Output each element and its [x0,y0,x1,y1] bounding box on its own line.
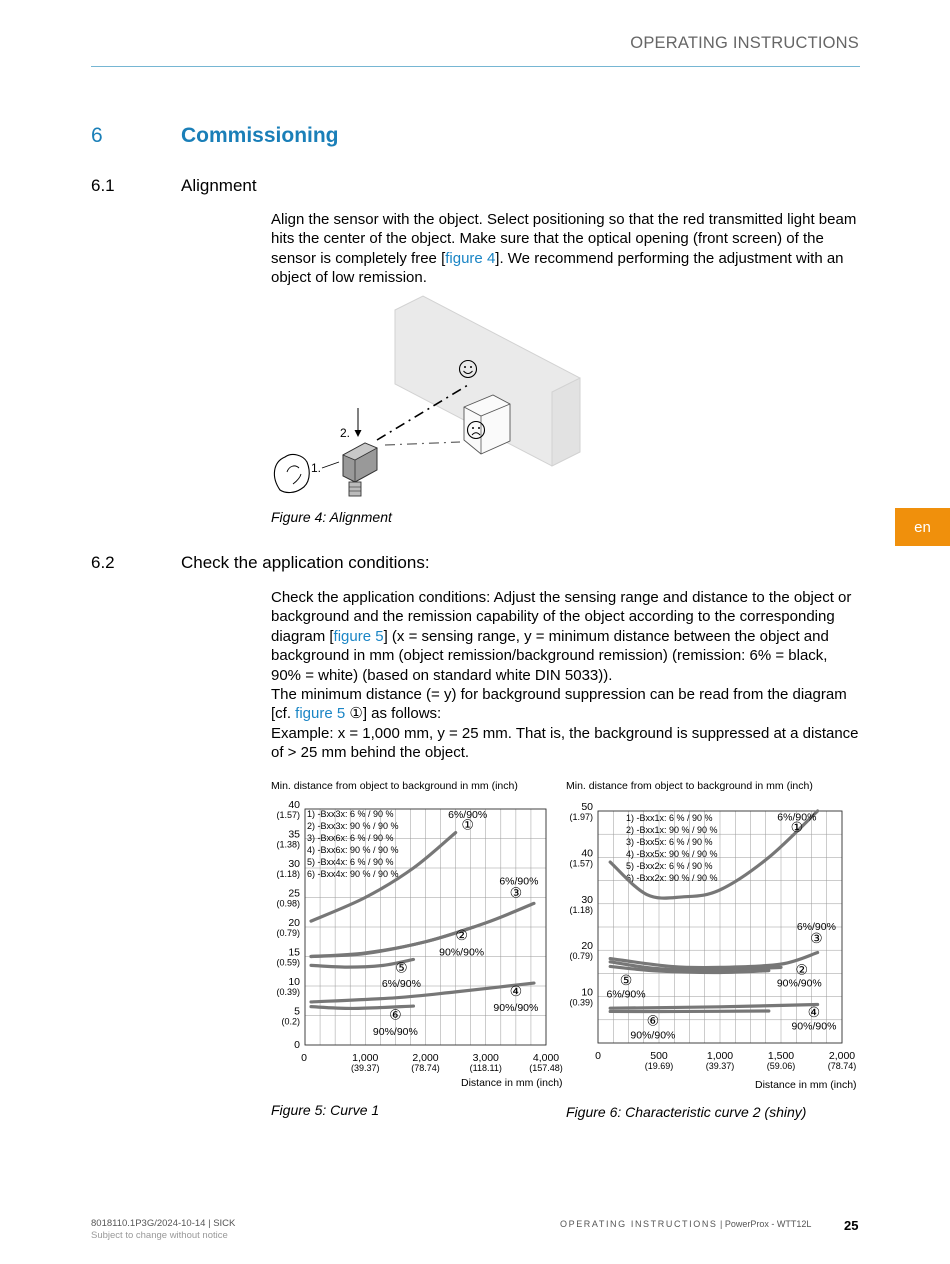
footer-doc-title: OPERATING INSTRUCTIONS | PowerProx - WTT12L [560,1219,812,1229]
figure-5-caption: Figure 5: Curve 1 [271,1102,380,1118]
x-tick-sublabel: (118.11) [469,1063,502,1073]
legend-entry: 6) -Bxx2x: 90 % / 90 % [626,873,718,883]
y-tick-label: 35 [288,828,300,841]
curve-annotation: ③ [810,930,823,947]
figure-4-link[interactable]: figure 4 [445,249,496,267]
x-tick-label: 2,000 [828,1050,856,1062]
x-tick-label: 1,500 [767,1050,795,1062]
curve-annotation: 90%/90% [493,1001,539,1014]
footer-notice: Subject to change without notice [91,1230,228,1241]
y-tick-sublabel: (0.39) [569,997,593,1008]
curve-annotation: ② [795,961,809,978]
legend-entry: 4) -Bxx5x: 90 % / 90 % [626,849,718,859]
legend-entry: 5) -Bxx2x: 6 % / 90 % [626,861,713,871]
legend-entry: 2) -Bxx1x: 90 % / 90 % [626,825,718,835]
y-tick-label: 30 [581,893,593,906]
footer-doc-id: 8018110.1P3G/2024-10-14 | SICK [91,1218,236,1229]
curve-annotation: ⑥ [646,1012,660,1029]
curve-annotation: ② [455,926,468,943]
y-tick-sublabel: (0.98) [276,898,300,909]
footer-doc-info [91,1218,235,1242]
y-tick-sublabel: (0.59) [276,957,300,968]
subsection-title-6-1: Alignment [181,176,257,195]
figure-6-caption: Figure 6: Characteristic curve 2 (shiny) [566,1104,807,1120]
header-rule [91,66,860,67]
curve-annotation: 6%/90% [499,875,539,888]
y-tick-sublabel: (1.57) [276,810,300,820]
legend-entry: 3) -Bxx6x: 6 % / 90 % [307,833,394,843]
y-tick-label: 40 [288,799,300,811]
x-tick-label: 3,000 [472,1052,499,1064]
y-tick-label: 5 [294,1005,300,1018]
language-tab[interactable]: en [895,508,950,546]
y-tick-label: 50 [581,801,593,813]
x-tick-label: 2,000 [412,1052,439,1064]
curve-annotation: ③ [509,884,523,901]
chart2-x-axis-title: Distance in mm (inch) [755,1079,857,1091]
curve-annotation: ① [461,816,474,833]
legend-entry: 2) -Bxx3x: 90 % / 90 % [307,821,399,831]
curve-annotation: 90%/90% [439,946,485,959]
x-tick-label: 0 [595,1050,601,1062]
subsection-title-6-2: Check the application conditions: [181,553,430,572]
chart-curve-1 [265,796,565,1076]
x-tick-label: 1,000 [706,1050,734,1062]
curve-annotation: ① [790,818,804,835]
y-tick-sublabel: (0.79) [569,951,593,962]
x-tick-sublabel: (19.69) [644,1061,674,1071]
legend-entry: 4) -Bxx6x: 90 % / 90 % [307,845,399,855]
y-tick-sublabel: (0.39) [276,987,300,997]
legend-entry: 6) -Bxx4x: 90 % / 90 % [307,869,399,879]
x-tick-sublabel: (39.37) [350,1063,380,1073]
x-tick-sublabel: (59.06) [766,1061,796,1071]
x-tick-sublabel: (78.74) [827,1061,857,1071]
chart1-x-axis-title: Distance in mm (inch) [461,1077,563,1089]
x-tick-label: 4,000 [532,1052,560,1064]
section-title: Commissioning [181,124,339,147]
series-line-3 [311,903,534,959]
series-line-4 [610,1004,817,1008]
step-2-label: 2. [340,426,351,440]
chart1-title: Min. distance from object to background in mm (inch) [271,780,518,792]
curve-annotation: 90%/90% [776,977,822,990]
y-tick-label: 10 [581,986,593,999]
alignment-paragraph: Align the sensor with the object. Select positioning so that the red transmitted light beam hits the center of the object. Make sure that the optical opening (front screen) of the sensor is completely free [figure 4]. We recommend performing the adjustment with an object of low remission. [271,211,857,287]
curve-annotation: 90%/90% [372,1025,418,1038]
y-tick-label: 0 [294,1039,300,1051]
x-tick-label: 1,000 [352,1052,379,1064]
curve-annotation: ④ [509,983,523,1000]
curve-annotation: 6%/90% [777,811,817,824]
page-number: 25 [844,1218,859,1233]
curve-annotation: 6%/90% [606,988,646,1001]
curve-annotation: 6%/90% [448,808,488,821]
section-number: 6 [91,124,103,147]
y-tick-sublabel: (1.18) [569,904,593,915]
figure-4-caption: Figure 4: Alignment [271,509,392,525]
curve-annotation: ⑥ [389,1006,402,1023]
curve-annotation: 90%/90% [791,1020,837,1033]
x-tick-label: 500 [650,1050,668,1062]
y-tick-label: 10 [288,976,300,988]
curve-annotation: 6%/90% [796,921,836,934]
y-tick-label: 25 [288,887,300,900]
legend-entry: 1) -Bxx1x: 6 % / 90 % [626,813,713,823]
x-tick-sublabel: (39.37) [705,1061,735,1071]
figure-5-link[interactable]: figure 5 [333,627,384,645]
subsection-number-6-1: 6.1 [91,176,115,195]
y-tick-label: 15 [288,946,300,959]
chart2-title: Min. distance from object to background in mm (inch) [566,780,813,792]
y-tick-sublabel: (1.57) [569,858,593,869]
x-tick-sublabel: (157.48) [529,1063,563,1073]
y-tick-label: 40 [581,847,593,860]
y-tick-sublabel: (1.38) [276,839,300,850]
conditions-paragraph: Check the application conditions: Adjust the sensing range and distance to the object or background and the remission capability of the object according to the corresponding diagram [figure 5] (x = sensing range, y = minimum distance between the object and background in mm (object remission/background remission) (remission: 6% = black, 90% = white) (based on standard white DIN 5033)). The minimum distance (= y) for background suppression can be read from the diagram [cf. figure 5 ①] as follows: Example: x = 1,000 mm, y = 25 mm. That is, the background is suppressed at a distance of > 25 mm behind the object. [271,589,859,762]
x-tick-label: 0 [301,1052,307,1064]
subsection-number-6-2: 6.2 [91,553,115,572]
legend-entry: 1) -Bxx3x: 6 % / 90 % [307,809,394,819]
legend-entry: 3) -Bxx5x: 6 % / 90 % [626,837,713,847]
curve-annotation: 90%/90% [630,1029,676,1042]
x-tick-sublabel: (78.74) [411,1063,440,1073]
y-tick-label: 20 [581,940,593,953]
running-header: OPERATING INSTRUCTIONS [630,34,859,52]
curve-annotation: ⑤ [619,972,633,988]
legend-entry: 5) -Bxx4x: 6 % / 90 % [307,857,394,867]
y-tick-sublabel: (1.18) [276,869,300,879]
chart-curve-2-shiny [560,796,860,1076]
y-tick-sublabel: (0.79) [276,928,300,938]
alignment-illustration [265,292,595,507]
step-1-label: 1. [311,461,322,475]
hand-icon [274,455,309,493]
y-tick-sublabel: (0.2) [281,1016,300,1027]
y-tick-label: 20 [288,917,300,929]
curve-annotation: ④ [807,1004,821,1021]
figure-5-link-2[interactable]: figure 5 [295,705,346,723]
y-tick-sublabel: (1.97) [569,812,593,822]
curve-annotation: 6%/90% [381,978,421,991]
curve-annotation: ⑤ [395,959,408,976]
y-tick-label: 30 [288,858,300,870]
